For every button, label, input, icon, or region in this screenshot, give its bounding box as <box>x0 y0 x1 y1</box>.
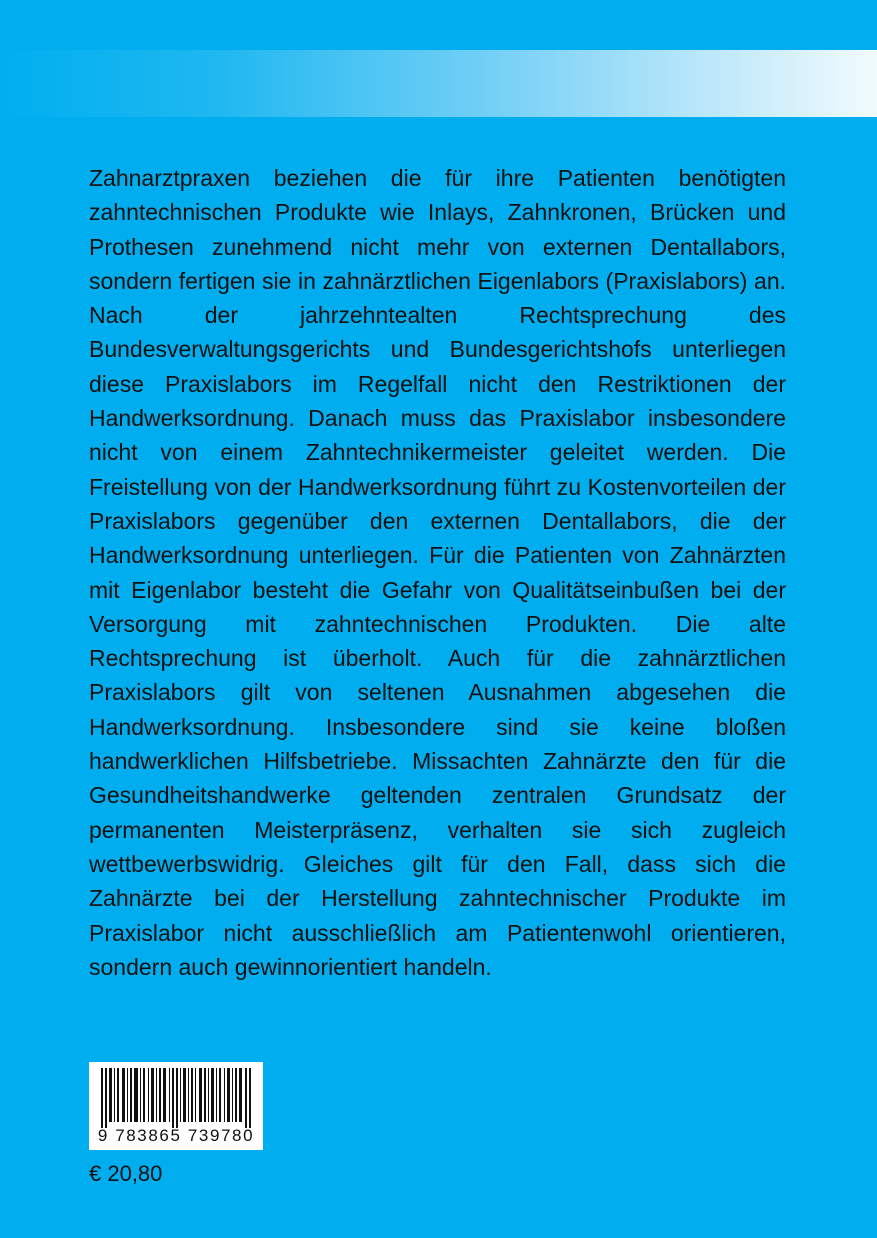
price-label: € 20,80 <box>89 1161 163 1186</box>
isbn-number: 9 783865 739780 <box>97 1126 255 1145</box>
isbn-barcode <box>89 1062 263 1150</box>
top-gradient-band <box>0 50 877 117</box>
back-cover-blurb: Zahnarztpraxen beziehen die für ihre Patienten benötigten zahntechnischen Produkte wie Inlays, Zahnkronen, Brücken und Prothesen zunehmend nicht mehr von externen Dentallabors, sondern fertigen sie in zahnärztlichen Eigenlabors (Praxislabors) an. Nach der jahrzehntealten Rechtsprechung des Bundesverwaltungsgerichts und Bundesgerichtshofs unterliegen diese Praxislabors im Regelfall nicht den Restriktionen der Handwerksordnung. Danach muss das Praxislabor insbesondere nicht von einem Zahntechnikermeister geleitet werden. Die Freistellung von der Handwerksordnung führt zu Kostenvorteilen der Praxislabors gegenüber den externen Dentallabors, die der Handwerksordnung unterliegen. Für die Patienten von Zahnärzten mit Eigenlabor besteht die Gefahr von Qualitätseinbußen bei der Versorgung mit zahntechnischen Produkten. Die alte Rechtsprechung ist überholt. Auch für die zahnärztlichen Praxislabors gilt von seltenen Ausnahmen abgesehen die Handwerksordnung. Insbesondere sind sie keine bloßen handwerklichen Hilfsbetriebe. Missachten Zahnärzte den für die Gesundheitshandwerke geltenden zentralen Grundsatz der permanenten Meisterpräsenz, verhalten sie sich zugleich wettbewerbswidrig. Gleiches gilt für den Fall, dass sich die Zahnärzte bei der Herstellung zahntechnischer Produkte im Praxislabor nicht ausschließlich am Patientenwohl orientieren, sondern auch gewinnorientiert handeln. <box>89 165 786 980</box>
